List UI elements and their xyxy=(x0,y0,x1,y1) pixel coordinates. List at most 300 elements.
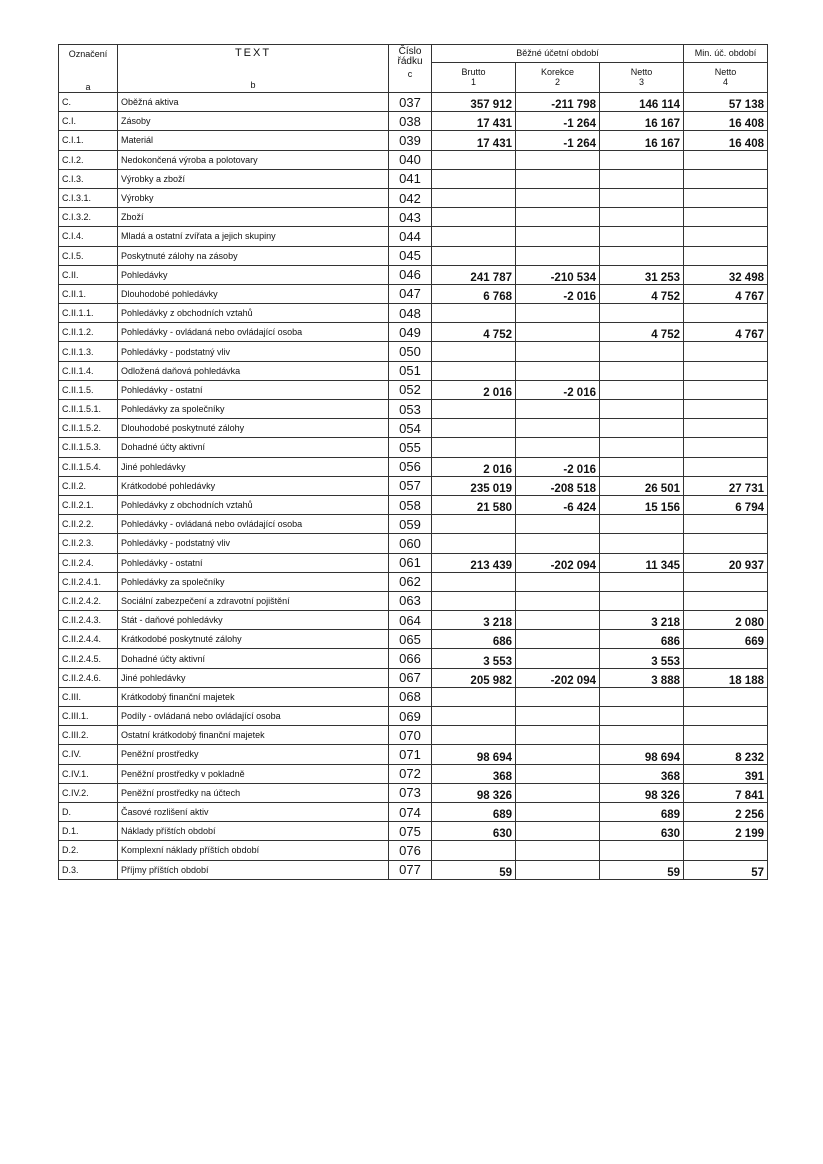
row-number: 067 xyxy=(389,668,432,687)
row-number: 057 xyxy=(389,476,432,495)
header-text xyxy=(118,45,389,93)
cell-korekce xyxy=(516,304,600,323)
cell-minule: 57 138 xyxy=(684,93,768,112)
row-number: 077 xyxy=(389,860,432,879)
header-netto-label: Netto xyxy=(630,67,653,78)
row-label: Ostatní krátkodobý finanční majetek xyxy=(118,726,389,745)
cell-brutto: 686 xyxy=(432,630,516,649)
cell-netto xyxy=(600,534,684,553)
row-label: Náklady příštích období xyxy=(118,822,389,841)
table-row xyxy=(59,150,768,169)
cell-brutto: 205 982 xyxy=(432,668,516,687)
row-code: C.II.1.2. xyxy=(59,323,118,342)
cell-korekce xyxy=(516,572,600,591)
table-row xyxy=(59,188,768,207)
cell-brutto: 3 553 xyxy=(432,649,516,668)
table-row xyxy=(59,246,768,265)
table-row xyxy=(59,572,768,591)
cell-korekce xyxy=(516,745,600,764)
row-code: C.II. xyxy=(59,265,118,284)
row-number: 040 xyxy=(389,150,432,169)
table-row xyxy=(59,342,768,361)
row-label: Pohledávky z obchodních vztahů xyxy=(118,495,389,514)
cell-netto: 146 114 xyxy=(600,93,684,112)
cell-korekce: -202 094 xyxy=(516,668,600,687)
row-number: 054 xyxy=(389,419,432,438)
table-row xyxy=(59,438,768,457)
table-row xyxy=(59,131,768,150)
cell-korekce xyxy=(516,687,600,706)
cell-minule xyxy=(684,707,768,726)
cell-korekce xyxy=(516,227,600,246)
cell-netto xyxy=(600,841,684,860)
cell-netto xyxy=(600,304,684,323)
cell-minule: 32 498 xyxy=(684,265,768,284)
cell-netto xyxy=(600,361,684,380)
cell-minule: 20 937 xyxy=(684,553,768,572)
row-code: C.III.2. xyxy=(59,726,118,745)
cell-brutto xyxy=(432,726,516,745)
cell-korekce xyxy=(516,246,600,265)
row-code: C.IV. xyxy=(59,745,118,764)
cell-brutto xyxy=(432,687,516,706)
table-row xyxy=(59,591,768,610)
table-row xyxy=(59,783,768,802)
row-code: C.I.4. xyxy=(59,227,118,246)
cell-minule xyxy=(684,208,768,227)
cell-brutto: 17 431 xyxy=(432,112,516,131)
row-code: C.II.2.1. xyxy=(59,495,118,514)
row-label: Pohledávky za společníky xyxy=(118,572,389,591)
cell-korekce xyxy=(516,591,600,610)
cell-korekce: -211 798 xyxy=(516,93,600,112)
cell-korekce xyxy=(516,534,600,553)
cell-netto xyxy=(600,572,684,591)
row-number: 075 xyxy=(389,822,432,841)
header-netto xyxy=(600,62,684,92)
cell-minule: 4 767 xyxy=(684,323,768,342)
table-row xyxy=(59,304,768,323)
table-row xyxy=(59,649,768,668)
row-code: C.I.2. xyxy=(59,150,118,169)
cell-netto: 686 xyxy=(600,630,684,649)
row-code: C.I.1. xyxy=(59,131,118,150)
row-code: C.II.2.2. xyxy=(59,515,118,534)
cell-korekce: -202 094 xyxy=(516,553,600,572)
row-number: 065 xyxy=(389,630,432,649)
row-label: Jiné pohledávky xyxy=(118,668,389,687)
table-row xyxy=(59,457,768,476)
cell-minule xyxy=(684,649,768,668)
table-row xyxy=(59,380,768,399)
header-radku-label: řádku xyxy=(397,56,423,67)
cell-brutto xyxy=(432,841,516,860)
cell-minule: 4 767 xyxy=(684,284,768,303)
cell-brutto: 17 431 xyxy=(432,131,516,150)
row-code: C.II.2.4.6. xyxy=(59,668,118,687)
cell-netto xyxy=(600,150,684,169)
row-label: Pohledávky - ovládaná nebo ovládající osoba xyxy=(118,323,389,342)
table-row xyxy=(59,802,768,821)
row-code: C.II.1.5.1. xyxy=(59,400,118,419)
cell-netto xyxy=(600,208,684,227)
row-number: 037 xyxy=(389,93,432,112)
table-row xyxy=(59,323,768,342)
row-label: Podíly - ovládaná nebo ovládající osoba xyxy=(118,707,389,726)
cell-netto: 689 xyxy=(600,802,684,821)
row-code: C.III.1. xyxy=(59,707,118,726)
header-netto-min xyxy=(684,62,768,92)
cell-netto xyxy=(600,457,684,476)
row-number: 051 xyxy=(389,361,432,380)
row-number: 044 xyxy=(389,227,432,246)
table-row xyxy=(59,284,768,303)
cell-brutto: 98 694 xyxy=(432,745,516,764)
row-label: Sociální zabezpečení a zdravotní pojištění xyxy=(118,591,389,610)
cell-netto: 16 167 xyxy=(600,131,684,150)
row-code: C.II.2. xyxy=(59,476,118,495)
header-bezne-obdobi: Běžné účetní období xyxy=(432,45,684,63)
cell-brutto: 4 752 xyxy=(432,323,516,342)
cell-brutto: 689 xyxy=(432,802,516,821)
cell-minule: 2 080 xyxy=(684,611,768,630)
cell-minule: 27 731 xyxy=(684,476,768,495)
header-col-c: c xyxy=(407,69,413,79)
cell-brutto xyxy=(432,419,516,438)
row-number: 050 xyxy=(389,342,432,361)
cell-brutto: 213 439 xyxy=(432,553,516,572)
row-code: C.I.5. xyxy=(59,246,118,265)
table-row xyxy=(59,265,768,284)
row-label: Pohledávky - ovládaná nebo ovládající osoba xyxy=(118,515,389,534)
cell-minule: 16 408 xyxy=(684,131,768,150)
cell-minule: 8 232 xyxy=(684,745,768,764)
row-number: 045 xyxy=(389,246,432,265)
row-label: Dlouhodobé poskytnuté zálohy xyxy=(118,419,389,438)
cell-netto xyxy=(600,687,684,706)
cell-brutto: 368 xyxy=(432,764,516,783)
row-number: 074 xyxy=(389,802,432,821)
row-label: Dohadné účty aktivní xyxy=(118,438,389,457)
row-code: D.1. xyxy=(59,822,118,841)
cell-netto: 11 345 xyxy=(600,553,684,572)
table-row xyxy=(59,208,768,227)
header-brutto xyxy=(432,62,516,92)
cell-korekce xyxy=(516,764,600,783)
cell-korekce xyxy=(516,438,600,457)
cell-minule xyxy=(684,572,768,591)
cell-netto xyxy=(600,380,684,399)
header-col-2: 2 xyxy=(554,77,560,88)
cell-brutto: 357 912 xyxy=(432,93,516,112)
cell-korekce xyxy=(516,649,600,668)
header-col-3: 3 xyxy=(638,77,644,88)
cell-netto: 630 xyxy=(600,822,684,841)
row-code: C.II.2.4.1. xyxy=(59,572,118,591)
cell-brutto: 2 016 xyxy=(432,380,516,399)
cell-brutto xyxy=(432,150,516,169)
cell-minule xyxy=(684,169,768,188)
row-code: C.I. xyxy=(59,112,118,131)
table-row xyxy=(59,841,768,860)
row-label: Dohadné účty aktivní xyxy=(118,649,389,668)
cell-brutto xyxy=(432,438,516,457)
row-code: C.I.3.1. xyxy=(59,188,118,207)
cell-brutto: 21 580 xyxy=(432,495,516,514)
row-number: 049 xyxy=(389,323,432,342)
cell-netto xyxy=(600,707,684,726)
cell-korekce xyxy=(516,323,600,342)
row-number: 068 xyxy=(389,687,432,706)
cell-netto: 4 752 xyxy=(600,284,684,303)
cell-netto xyxy=(600,438,684,457)
header-oznaceni-label: Označení xyxy=(68,49,108,59)
cell-korekce xyxy=(516,841,600,860)
row-number: 063 xyxy=(389,591,432,610)
cell-netto: 4 752 xyxy=(600,323,684,342)
row-label: Pohledávky - podstatný vliv xyxy=(118,534,389,553)
cell-korekce xyxy=(516,150,600,169)
row-code: C.II.2.3. xyxy=(59,534,118,553)
header-col-b: b xyxy=(250,80,256,90)
row-label: Poskytnuté zálohy na zásoby xyxy=(118,246,389,265)
cell-brutto: 2 016 xyxy=(432,457,516,476)
cell-korekce xyxy=(516,630,600,649)
row-label: Materiál xyxy=(118,131,389,150)
row-number: 060 xyxy=(389,534,432,553)
table-row xyxy=(59,515,768,534)
row-code: C.II.2.4.4. xyxy=(59,630,118,649)
cell-netto xyxy=(600,591,684,610)
cell-minule: 669 xyxy=(684,630,768,649)
header-minule-obdobi: Min. úč. období xyxy=(684,45,768,63)
cell-brutto xyxy=(432,572,516,591)
row-number: 061 xyxy=(389,553,432,572)
row-number: 076 xyxy=(389,841,432,860)
table-row xyxy=(59,476,768,495)
cell-netto: 98 694 xyxy=(600,745,684,764)
cell-korekce xyxy=(516,860,600,879)
row-code: C.II.1.5. xyxy=(59,380,118,399)
row-label: Dlouhodobé pohledávky xyxy=(118,284,389,303)
row-code: C.II.1.5.2. xyxy=(59,419,118,438)
cell-netto xyxy=(600,400,684,419)
row-label: Peněžní prostředky na účtech xyxy=(118,783,389,802)
cell-netto: 26 501 xyxy=(600,476,684,495)
table-row xyxy=(59,534,768,553)
cell-korekce xyxy=(516,802,600,821)
cell-brutto: 630 xyxy=(432,822,516,841)
cell-netto xyxy=(600,342,684,361)
row-number: 072 xyxy=(389,764,432,783)
cell-netto: 15 156 xyxy=(600,495,684,514)
row-number: 041 xyxy=(389,169,432,188)
cell-brutto xyxy=(432,534,516,553)
cell-brutto xyxy=(432,361,516,380)
cell-brutto: 235 019 xyxy=(432,476,516,495)
cell-minule: 57 xyxy=(684,860,768,879)
row-label: Zboží xyxy=(118,208,389,227)
row-label: Pohledávky za společníky xyxy=(118,400,389,419)
cell-brutto xyxy=(432,246,516,265)
cell-netto xyxy=(600,246,684,265)
row-label: Krátkodobý finanční majetek xyxy=(118,687,389,706)
row-code: C.II.2.4.2. xyxy=(59,591,118,610)
row-code: D. xyxy=(59,802,118,821)
row-code: C. xyxy=(59,93,118,112)
cell-korekce xyxy=(516,342,600,361)
header-korekce xyxy=(516,62,600,92)
cell-minule xyxy=(684,400,768,419)
row-number: 047 xyxy=(389,284,432,303)
cell-netto xyxy=(600,515,684,534)
cell-brutto xyxy=(432,169,516,188)
cell-brutto: 59 xyxy=(432,860,516,879)
row-number: 046 xyxy=(389,265,432,284)
cell-netto: 3 553 xyxy=(600,649,684,668)
cell-brutto xyxy=(432,400,516,419)
cell-minule: 6 794 xyxy=(684,495,768,514)
cell-brutto xyxy=(432,707,516,726)
row-code: C.II.1. xyxy=(59,284,118,303)
header-cislo-radku xyxy=(389,45,432,93)
cell-netto: 3 218 xyxy=(600,611,684,630)
header-col-4: 4 xyxy=(722,77,728,88)
cell-netto xyxy=(600,169,684,188)
row-number: 055 xyxy=(389,438,432,457)
cell-korekce xyxy=(516,400,600,419)
cell-minule xyxy=(684,591,768,610)
cell-minule xyxy=(684,342,768,361)
row-label: Pohledávky z obchodních vztahů xyxy=(118,304,389,323)
table-row xyxy=(59,553,768,572)
table-row xyxy=(59,687,768,706)
cell-brutto: 241 787 xyxy=(432,265,516,284)
cell-minule: 16 408 xyxy=(684,112,768,131)
header-netto-min-label: Netto xyxy=(714,67,737,78)
row-number: 048 xyxy=(389,304,432,323)
row-label: Peněžní prostředky v pokladně xyxy=(118,764,389,783)
row-number: 070 xyxy=(389,726,432,745)
cell-netto xyxy=(600,726,684,745)
cell-minule xyxy=(684,304,768,323)
row-number: 038 xyxy=(389,112,432,131)
row-number: 043 xyxy=(389,208,432,227)
cell-minule xyxy=(684,687,768,706)
row-label: Časové rozlišení aktiv xyxy=(118,802,389,821)
row-label: Nedokončená výroba a polotovary xyxy=(118,150,389,169)
row-number: 056 xyxy=(389,457,432,476)
cell-minule: 391 xyxy=(684,764,768,783)
cell-netto: 31 253 xyxy=(600,265,684,284)
balance-sheet-table xyxy=(58,44,768,880)
row-label: Zásoby xyxy=(118,112,389,131)
cell-netto xyxy=(600,419,684,438)
row-label: Mladá a ostatní zvířata a jejich skupiny xyxy=(118,227,389,246)
table-row xyxy=(59,745,768,764)
table-row xyxy=(59,611,768,630)
cell-korekce xyxy=(516,169,600,188)
row-code: D.2. xyxy=(59,841,118,860)
cell-brutto: 3 218 xyxy=(432,611,516,630)
row-label: Komplexní náklady příštích období xyxy=(118,841,389,860)
cell-minule xyxy=(684,841,768,860)
row-number: 071 xyxy=(389,745,432,764)
table-row xyxy=(59,860,768,879)
row-number: 066 xyxy=(389,649,432,668)
row-label: Příjmy příštích období xyxy=(118,860,389,879)
cell-minule xyxy=(684,726,768,745)
cell-netto: 98 326 xyxy=(600,783,684,802)
table-row xyxy=(59,764,768,783)
cell-korekce: -2 016 xyxy=(516,380,600,399)
cell-minule xyxy=(684,419,768,438)
row-code: C.IV.2. xyxy=(59,783,118,802)
cell-korekce: -2 016 xyxy=(516,284,600,303)
cell-korekce xyxy=(516,419,600,438)
cell-brutto xyxy=(432,227,516,246)
row-code: C.II.2.4. xyxy=(59,553,118,572)
cell-korekce: -1 264 xyxy=(516,112,600,131)
cell-minule: 2 256 xyxy=(684,802,768,821)
row-number: 073 xyxy=(389,783,432,802)
cell-minule: 2 199 xyxy=(684,822,768,841)
cell-brutto xyxy=(432,208,516,227)
cell-brutto xyxy=(432,591,516,610)
cell-brutto xyxy=(432,342,516,361)
row-code: C.II.1.4. xyxy=(59,361,118,380)
row-number: 062 xyxy=(389,572,432,591)
cell-brutto xyxy=(432,188,516,207)
row-code: C.IV.1. xyxy=(59,764,118,783)
row-number: 069 xyxy=(389,707,432,726)
row-code: C.II.1.1. xyxy=(59,304,118,323)
cell-korekce xyxy=(516,726,600,745)
cell-korekce xyxy=(516,188,600,207)
cell-korekce: -6 424 xyxy=(516,495,600,514)
table-row xyxy=(59,419,768,438)
cell-minule xyxy=(684,534,768,553)
cell-minule xyxy=(684,457,768,476)
row-label: Oběžná aktiva xyxy=(118,93,389,112)
row-label: Pohledávky - ostatní xyxy=(118,380,389,399)
header-text-label: TEXT xyxy=(234,47,272,59)
cell-minule xyxy=(684,515,768,534)
row-label: Odložená daňová pohledávka xyxy=(118,361,389,380)
cell-korekce: -2 016 xyxy=(516,457,600,476)
cell-netto: 16 167 xyxy=(600,112,684,131)
table-row xyxy=(59,495,768,514)
row-number: 058 xyxy=(389,495,432,514)
cell-minule xyxy=(684,361,768,380)
row-code: C.II.1.5.3. xyxy=(59,438,118,457)
row-code: C.III. xyxy=(59,687,118,706)
row-label: Peněžní prostředky xyxy=(118,745,389,764)
cell-minule xyxy=(684,438,768,457)
cell-minule xyxy=(684,188,768,207)
row-label: Jiné pohledávky xyxy=(118,457,389,476)
row-code: C.I.3.2. xyxy=(59,208,118,227)
cell-netto xyxy=(600,188,684,207)
header-brutto-label: Brutto xyxy=(461,67,486,78)
row-number: 042 xyxy=(389,188,432,207)
cell-korekce xyxy=(516,208,600,227)
cell-brutto xyxy=(432,304,516,323)
row-label: Krátkodobé poskytnuté zálohy xyxy=(118,630,389,649)
row-label: Výrobky xyxy=(118,188,389,207)
table-row xyxy=(59,707,768,726)
cell-korekce xyxy=(516,611,600,630)
